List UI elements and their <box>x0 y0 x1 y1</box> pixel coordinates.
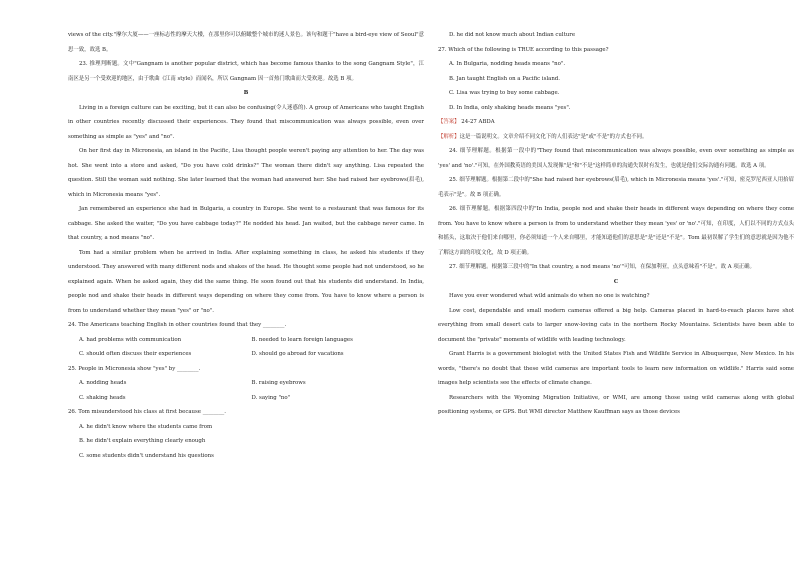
passage-paragraph: Living in a foreign culture can be exciting, but it can also be confusing(令人迷惑的). A group of Americans who taught English in other countries recently discussed their experiences. They found that miscommunication was always possible, even over something as simple as "yes" and "no". <box>68 104 424 140</box>
question-25-options-row <box>68 376 424 391</box>
question-26-option-a: A. he didn't know where the students came from <box>79 423 213 430</box>
question-25-option-a: A. nodding heads <box>79 380 127 386</box>
passage-paragraph: Researchers with the Wyoming Migration Initiative, or WMI, are among those using wild cameras along with global positioning systems, or GPS. But WMI director Matthew Kauffman says as those devices <box>438 394 794 415</box>
passage-paragraph: Tom had a similar problem when he arrived in India. After explaining something in class, he asked his students if they understood. They answered with many different nods and shakes of the head. He thought some people had not understood, so he explained again. When he asked again, they did the same thing. He soon found out that his students did understand. In India, people nod and shake their heads in different ways depending on where they come from. You have to know where a person is from to understand whether they mean "yes" or "no". <box>68 249 424 314</box>
question-27-option-b: B. Jan taught English on a Pacific island. <box>449 75 560 82</box>
question-24-option-d: D. should go abroad for vacations <box>251 351 344 357</box>
question-26-stem: 26. Tom misunderstood his class at first because ________. <box>68 409 226 415</box>
question-27-option-c: C. Lisa was trying to buy some cabbage. <box>449 90 560 96</box>
analysis-line <box>438 130 794 145</box>
analysis-tag: 【解析】 <box>438 133 460 140</box>
explanation-paragraph: 27. 细节理解题。根据第三段中的"In that country, a nod means 'no'"可知，在保加利亚，点头意味着"不是"。故 A 项正确。 <box>449 264 755 270</box>
question-27-option-a: A. In Bulgaria, nodding heads means "no". <box>449 61 566 67</box>
left-column <box>68 28 424 463</box>
item-23-explanation: 23. 推理判断题。文中"Gangnam is another popular district, which has become famous thanks to the song Gangnam Style"，江南区是另一个受欢迎的地区，由于歌曲《江南 style》而闻名，所以 Gangnam 因一首热门歌曲而大受欢迎。故选 B 项。 <box>68 61 424 82</box>
question-24-option-a: A. had problems with communication <box>79 336 182 343</box>
explanation-paragraph: 24. 细节理解题。根据第一段中的"They found that miscommunication was always possible, even over something as simple as 'yes' and 'no'."可知，在外国教英语的美国人发现像"是"和"不是"这样简单的沟通失误时有发生，也就是他们交际沟通有问题。故选 A 项。 <box>438 148 794 169</box>
explanation-paragraph: 25. 细节理解题。根据第二段中的"She had raised her eyebrows(眉毛), which in Micronesia means 'yes'."可知，密克罗尼西亚人用抬眉毛表示"是"。故 B 项正确。 <box>438 177 794 198</box>
question-26-option-d: D. he did not know much about Indian culture <box>449 32 576 38</box>
passage-paragraph: Have you ever wondered what wild animals do when no one is watching? <box>449 293 650 299</box>
passage-paragraph: On her first day in Micronesia, an island in the Pacific, Lisa thought people weren't paying any attention to her. The day was hot. She went into a store and asked, "Do you have cold drinks?" The woman there didn't say anything. Lisa repeated the question. Still the woman said nothing. She later learned that the woman had answered her: She had raised her eyebrows(眉毛), which in Micronesia means "yes". <box>68 148 424 198</box>
question-25-option-c: C. shaking heads <box>79 394 126 401</box>
answer-tag: 【答案】 <box>438 119 460 125</box>
question-24-options-row <box>68 333 424 348</box>
passage-paragraph: Jan remembered an experience she had in Bulgaria, a country in Europe. She went to a restaurant that was famous for its cabbage. She asked the waiter, "Do you have cabbage today?" He nodded his head. Jan waited, but the cabbage never came. In that country, a nod means "no". <box>68 206 424 241</box>
question-27-stem: 27. Which of the following is TRUE according to this passage? <box>438 46 609 53</box>
question-25-option-b: B. raising eyebrows <box>251 380 306 386</box>
question-24-options-row <box>68 347 424 362</box>
question-25-stem: 25. People in Micronesia show "yes" by ________. <box>68 365 201 372</box>
question-26-option-b: B. he didn't explain everything clearly enough <box>79 438 206 444</box>
analysis-summary: 这是一篇说明文。文章介绍不同文化下的人们表达"是"或"不是"的方式也不同。 <box>459 133 648 140</box>
section-letter-c: C <box>613 278 619 285</box>
question-26-option-c: C. some students didn't understand his questions <box>79 452 214 459</box>
explanation-paragraph: 26. 细节理解题。根据第四段中的"In India, people nod and shake their heads in different ways depending on where they come from. You have to know where a person is from to understand whether they mean 'yes' or 'no'."可知，在印度，人们以不同的方式点头和摇头，这取决于他们来自哪里，你必须知道一个人来自哪里，才能知道他们的意思是"是"还是"不是"。Tom 最初误解了学生们的意思就是因为他不了解这方面的印度文化，故 D 项正确。 <box>438 206 794 256</box>
answer-line <box>438 115 794 130</box>
question-25-options-row <box>68 391 424 406</box>
question-24-option-b: B. needed to learn foreign languages <box>251 336 353 343</box>
section-letter-b: B <box>243 90 249 96</box>
passage-paragraph: Grant Harris is a government biologist with the United States Fish and Wildlife Service in Albuquerque, New Mexico. In his words, "there's no doubt that these wild cameras are important tools to learn new information on wildlife." Harris said some images help scientists see the effects of climate change. <box>438 351 794 386</box>
right-column <box>438 28 794 420</box>
question-27-option-d: D. In India, only shaking heads means "yes". <box>449 104 571 111</box>
answer-key: 24-27 ABDA <box>461 119 495 125</box>
passage-paragraph: Low cost, dependable and small modern cameras offered a big help. Cameras placed in hard-to-reach places have shot everything from small desert cats to larger snow-loving cats in the northern Rocky Mountains. Scientists have been able to document the "private" moments of wildlife with leading technology. <box>438 307 794 343</box>
question-24-option-c: C. should often discuss their experiences <box>79 351 192 357</box>
question-25-option-d: D. saying "no" <box>251 394 291 401</box>
previous-answer-paragraph: views of the city."摩尔大厦——一座标志性的摩天大楼，在那里你可以俯瞰整个城市的迷人景色。该句和题干"have a bird-eye view of Seoul"意思一致，故选 B。 <box>68 32 424 53</box>
question-24-stem: 24. The Americans teaching English in other countries found that they ________. <box>68 322 287 328</box>
